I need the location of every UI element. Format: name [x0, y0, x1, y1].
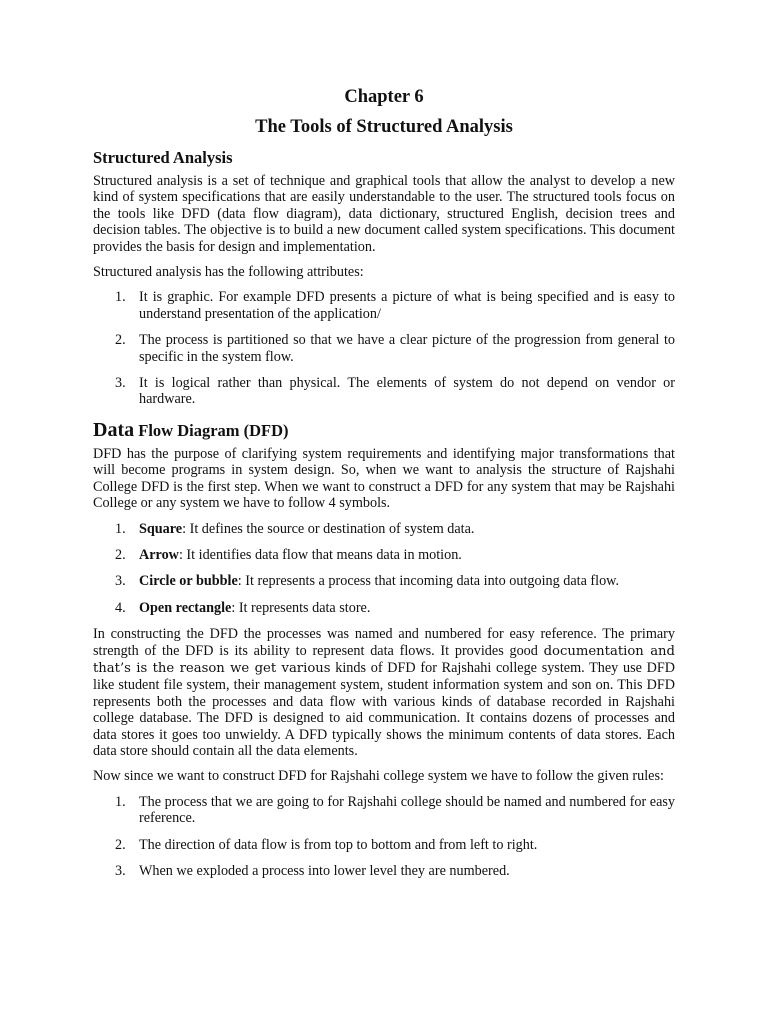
attributes-list: [93, 289, 675, 407]
paragraph-dfd-purpose: DFD has the purpose of clarifying system requirements and identifying major transformations that will become programs in system design. So, when we want to analysis the structure of Rajshahi College DFD is the first step. When we want to construct a DFD for any system that may be Rajshahi College or any system we have to follow 4 symbols.: [93, 445, 675, 512]
chapter-label: Chapter 6: [344, 87, 424, 107]
symbol-description: : It represents a process that incoming data into outgoing data flow.: [237, 573, 620, 590]
paragraph-text: In constructing the DFD the processes was named and numbered for easy reference. The primary strength of the DFD is its ability to represent data flows. It provides good: [93, 626, 675, 659]
list-item: [93, 600, 675, 616]
list-item: [93, 837, 675, 853]
list-number: 2.: [115, 332, 126, 349]
list-number: 1.: [115, 520, 126, 537]
symbol-description: : It represents data store.: [231, 599, 371, 616]
symbols-list: [93, 521, 675, 617]
symbol-term: Circle or bubble: [139, 573, 238, 590]
list-item: [93, 863, 675, 879]
list-item: [93, 573, 675, 589]
list-number: 3.: [115, 863, 126, 879]
list-number: 2.: [115, 546, 126, 563]
list-item: [93, 289, 675, 322]
list-text: The process is partitioned so that we have a clear picture of the progression from general to specific in the system flow.: [139, 332, 675, 365]
list-item: [93, 547, 675, 563]
paragraph-rules-intro: Now since we want to construct DFD for Rajshahi college system we have to follow the given rules:: [93, 768, 664, 785]
list-number: 1.: [115, 793, 126, 810]
rules-list: [93, 794, 675, 880]
list-item: [93, 521, 675, 537]
chapter-title: The Tools of Structured Analysis: [255, 117, 513, 137]
list-text: When we exploded a process into lower level they are numbered.: [139, 863, 510, 879]
list-item: [93, 332, 675, 365]
paragraph-dfd-construction: [93, 626, 675, 759]
heading-dfd-first-word: Data: [93, 418, 135, 441]
section-heading-dfd: [93, 420, 675, 441]
list-text: The process that we are going to for Rajshahi college should be named and numbered for easy reference.: [139, 793, 675, 827]
paragraph-structured-analysis-intro: Structured analysis is a set of technique and graphical tools that allow the analyst to develop a new kind of system specifications that are easily understandable to the user. The structured tools focus on the tools like DFD (data flow diagram), data dictionary, structured English, decision trees and decision tables. The objective is to build a new document called system specifications. This document provides the basis for design and implementation.: [93, 173, 675, 255]
paragraph-attributes-intro: Structured analysis has the following attributes:: [93, 264, 364, 281]
list-text: It is graphic. For example DFD presents a picture of what is being specified and is easy to understand presentation of the application/: [139, 289, 675, 322]
page-content: [93, 86, 675, 889]
list-number: 3.: [115, 375, 126, 392]
list-item: [93, 794, 675, 827]
list-number: 2.: [115, 836, 126, 853]
heading-dfd-rest: Flow Diagram (DFD): [134, 420, 289, 440]
symbol-description: : It defines the source or destination of system data.: [182, 520, 475, 537]
list-item: [93, 375, 675, 408]
paragraph-text-alt-font: documentation and that’s is the reason we get various: [93, 643, 675, 676]
paragraph-text: kinds of DFD for Rajshahi college system. They use DFD like student file system, their management system, student information system and son on. This DFD represents both the processes and data flow with various kinds of database recorded in Rajshahi college database. The DFD is designed to aid communication. It contains dozens of processes and data stores it goes too unwieldy. A DFD typically shows the minimum contents of data stores. Each data store should contain all the data elements.: [93, 659, 675, 759]
list-number: 1.: [115, 289, 126, 306]
section-heading-structured-analysis: Structured Analysis: [93, 148, 233, 167]
list-number: 4.: [115, 599, 126, 616]
list-text: It is logical rather than physical. The elements of system do not depend on vendor or hardware.: [139, 375, 675, 408]
symbol-description: : It identifies data flow that means data in motion.: [178, 546, 462, 563]
list-number: 3.: [115, 573, 126, 590]
symbol-term: Arrow: [139, 546, 179, 563]
symbol-term: Square: [139, 520, 183, 537]
symbol-term: Open rectangle: [139, 599, 232, 616]
list-text: The direction of data flow is from top to bottom and from left to right.: [139, 836, 538, 853]
